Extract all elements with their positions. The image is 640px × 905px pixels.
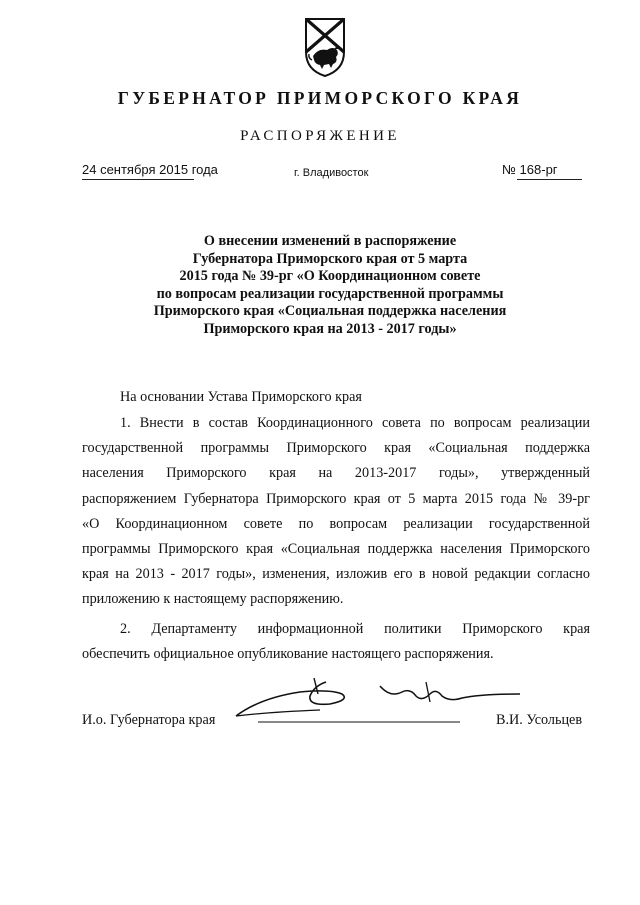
title-line: Приморского края на 2013 - 2017 годы» [203,320,457,337]
title-line: 2015 года № 39-рг «О Координационном совете [179,268,481,284]
paragraph-2 [82,617,590,667]
title-line: по вопросам реализации государственной программы [156,285,504,302]
paragraph-line: 2. Департаменту информационной политики Приморского края [120,621,590,637]
intro-text: На основании Устава Приморского края [120,389,362,405]
title-line: О внесении изменений в распоряжение [203,233,457,249]
paragraph-line: программы Приморского края «Социальная поддержка населения Приморского [82,541,590,558]
title-line: Приморского края «Социальная поддержка населения [153,303,507,319]
signatory-position: И.о. Губернатора края [82,712,216,728]
coat-of-arms-icon [300,16,350,78]
document-type: РАСПОРЯЖЕНИЕ [240,128,400,144]
document-date: 24 сентября 2015 года [82,162,218,177]
issuing-authority: ГУБЕРНАТОР ПРИМОРСКОГО КРАЯ [117,88,523,108]
paragraph-1 [82,411,590,613]
paragraph-line: «О Координационном совете по вопросам реализации государственной [82,515,590,532]
paragraph-line: обеспечить официальное опубликование настоящего распоряжения. [82,646,494,663]
title-line: Губернатора Приморского края от 5 марта [192,250,468,267]
document-number: № 168-рг [502,162,558,177]
paragraph-line: приложению к настоящему распоряжению. [82,591,344,608]
paragraph-line: края на 2013 - 2017 годы», изменения, изложив его в новой редакции согласно [82,566,590,583]
number-underline [517,179,582,180]
document-city: г. Владивосток [294,167,369,179]
signatory-name: В.И. Усольцев [496,712,583,728]
paragraph-line: распоряжением Губернатора Приморского края от 5 марта 2015 года № 39-рг [82,490,590,507]
paragraph-line: государственной программы Приморского края «Социальная поддержка [82,440,590,457]
date-underline [82,179,194,180]
document-title [80,233,580,338]
paragraph-line: 1. Внести в состав Координационного совета по вопросам реализации [120,415,590,431]
paragraph-line: населения Приморского края на 2013-2017 годы», утвержденный [82,465,590,482]
